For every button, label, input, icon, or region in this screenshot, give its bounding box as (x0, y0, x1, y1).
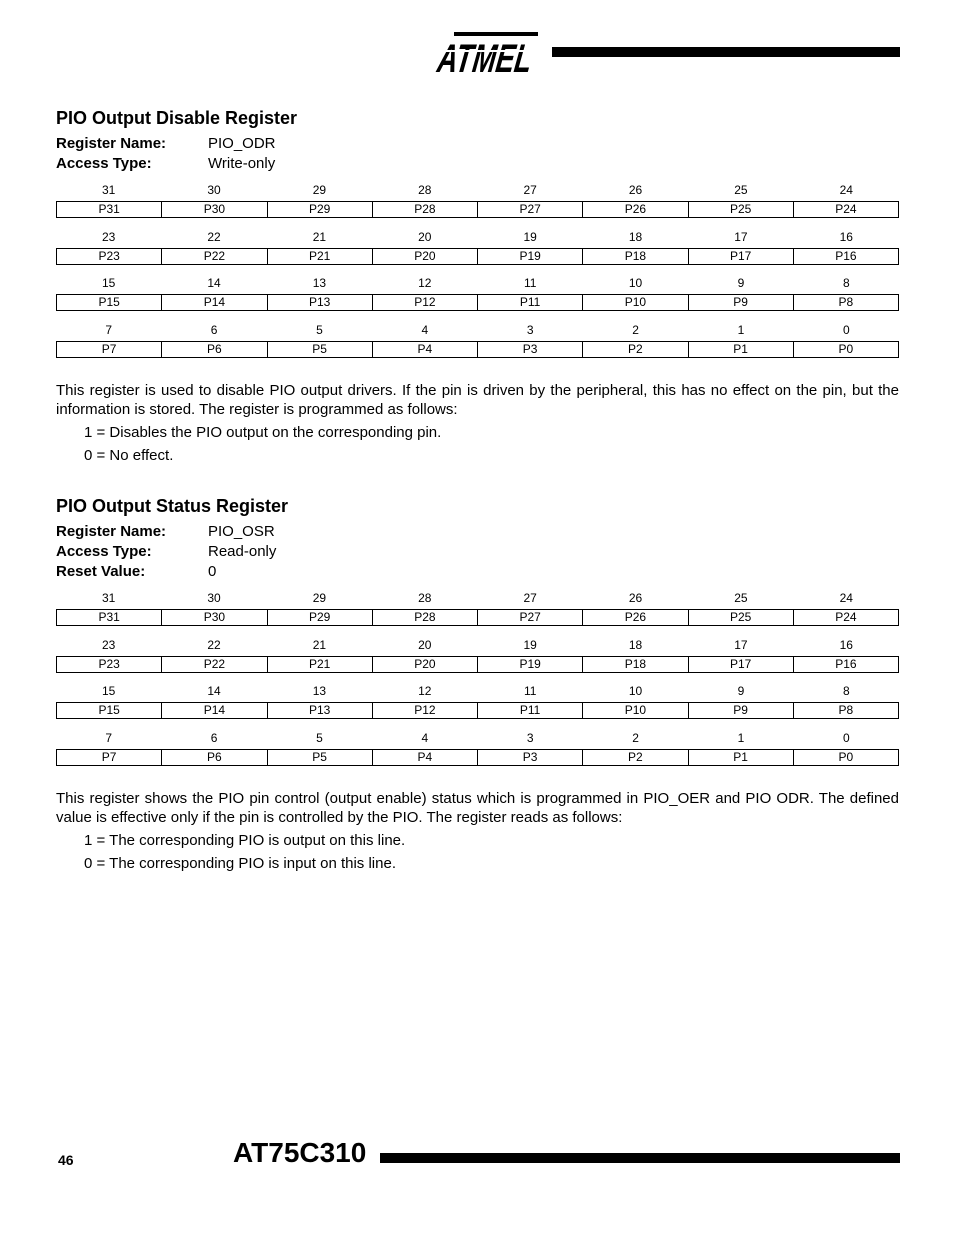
meta-row (56, 134, 899, 154)
bit-number: 26 (628, 591, 643, 605)
bit-number: 15 (102, 276, 116, 290)
bit-number: 10 (628, 684, 643, 698)
meta-value: PIO_OSR (208, 523, 275, 540)
bit-cells (56, 702, 899, 719)
bit-cell: P0 (793, 342, 898, 357)
bit-numbers (56, 638, 899, 656)
bit-cell: P28 (372, 202, 477, 217)
bit-number: 31 (102, 591, 116, 605)
bit-number: 1 (737, 322, 745, 337)
bit-cells (56, 248, 899, 265)
bit-cell: P23 (98, 248, 120, 263)
bit-number: 29 (312, 591, 327, 605)
bit-row-group (56, 591, 899, 638)
bit-number: 2 (632, 322, 639, 337)
section-title: PIO Output Disable Register (56, 108, 298, 128)
meta-row (56, 562, 899, 582)
bit-cell: P19 (477, 657, 582, 672)
bit-number: 16 (839, 637, 853, 652)
bit-cell: P13 (267, 295, 372, 310)
bit-cell: P14 (161, 295, 266, 310)
bit-cells (56, 201, 899, 218)
bit-cell: P7 (101, 749, 117, 764)
bit-number: 4 (421, 322, 429, 337)
bit-numbers (56, 684, 899, 702)
bit-cell: P1 (688, 342, 793, 357)
bit-number: 23 (102, 229, 116, 244)
bit-cell: P20 (372, 249, 477, 264)
bit-number: 6 (210, 322, 218, 337)
bit-number: 17 (734, 637, 748, 652)
bit-number: 8 (842, 684, 850, 698)
bit-number: 26 (628, 183, 643, 197)
bit-numbers (56, 591, 899, 609)
bit-number: 29 (312, 183, 327, 197)
meta-label: Reset Value: (56, 563, 146, 580)
bit-cell: P30 (161, 610, 266, 625)
bit-number: 24 (839, 183, 853, 197)
bit-cell: P2 (582, 342, 687, 357)
bit-cell: P3 (477, 750, 582, 765)
atmel-logo (434, 30, 576, 81)
bit-number: 18 (628, 229, 643, 244)
bit-cell: P18 (582, 657, 687, 672)
page-number: 46 (58, 1152, 74, 1168)
bit-number: 12 (418, 276, 432, 290)
bit-number: 4 (421, 730, 429, 745)
bit-number: 22 (207, 637, 221, 652)
bit-number: 23 (102, 637, 116, 652)
description-text: This register shows the PIO pin control (output enable) status which is programmed in PIO_OER and PIO ODR. The defined value is effective only if the pin is controlled by the PIO. The register reads as follows: (56, 790, 899, 826)
bit-cell: P11 (477, 295, 582, 310)
bit-number: 6 (210, 730, 218, 745)
bit-cell: P4 (372, 342, 477, 357)
bit-number: 11 (523, 276, 537, 290)
bit-number: 1 (737, 730, 745, 745)
bit-cell: P8 (793, 295, 898, 310)
bit-cell: P2 (582, 750, 687, 765)
bit-number: 8 (842, 276, 850, 290)
bit-numbers (56, 323, 899, 341)
bit-number: 19 (523, 637, 537, 652)
meta-label: Register Name: (56, 523, 167, 540)
bit-number: 30 (207, 183, 221, 197)
bit-cell: P27 (477, 610, 582, 625)
bit-cell: P22 (161, 249, 266, 264)
bit-cell: P21 (267, 249, 372, 264)
bit-cell: P18 (582, 249, 687, 264)
bit-cell: P20 (372, 657, 477, 672)
bit-row-group (56, 731, 899, 778)
bit-row-group (56, 183, 899, 230)
bit-number: 22 (207, 229, 221, 244)
bit-cell: P1 (688, 750, 793, 765)
bit-cell: P8 (793, 703, 898, 718)
bit-cell: P3 (477, 342, 582, 357)
bit-number: 9 (737, 276, 745, 290)
bit-cell: P29 (267, 610, 372, 625)
bit-number: 19 (523, 229, 537, 244)
bit-row-group (56, 276, 899, 323)
register-description (56, 381, 899, 465)
bit-number: 3 (526, 730, 534, 745)
register-meta (56, 522, 899, 582)
bit-number: 20 (418, 229, 432, 244)
bit-number: 11 (523, 684, 537, 698)
bit-number: 0 (842, 322, 850, 337)
bit-number: 15 (102, 684, 116, 698)
bit-number: 14 (207, 276, 221, 290)
bit-cell: P23 (98, 656, 120, 671)
bit-cell: P10 (582, 703, 687, 718)
register-meta (56, 134, 899, 174)
meta-value: PIO_ODR (208, 135, 276, 152)
bit-numbers (56, 183, 899, 201)
register-bit-table (56, 591, 899, 777)
bit-number: 27 (523, 591, 537, 605)
bit-number: 30 (207, 591, 221, 605)
bit-cell: P4 (372, 750, 477, 765)
bit-number: 7 (105, 730, 113, 745)
bit-cell: P24 (793, 202, 898, 217)
bit-number: 9 (737, 684, 745, 698)
bit-cell: P28 (372, 610, 477, 625)
bit-cell: P0 (793, 750, 898, 765)
bit-cell: P14 (161, 703, 266, 718)
bit-number: 5 (316, 730, 323, 745)
description-item: 1 = The corresponding PIO is output on this line. (84, 832, 406, 849)
bit-cell: P13 (267, 703, 372, 718)
bit-numbers (56, 731, 899, 749)
bit-cell: P31 (98, 202, 120, 216)
meta-row (56, 154, 899, 174)
bit-cell: P15 (98, 295, 120, 309)
bit-cells (56, 341, 899, 358)
bit-cell: P11 (477, 703, 582, 718)
bit-number: 10 (628, 276, 643, 290)
bit-cell: P6 (161, 342, 266, 357)
meta-row (56, 522, 899, 542)
meta-label: Access Type: (56, 543, 152, 560)
bit-number: 17 (734, 229, 748, 244)
bit-cells (56, 656, 899, 673)
bit-number: 28 (418, 183, 432, 197)
bit-cell: P24 (793, 610, 898, 625)
bit-number: 18 (628, 637, 643, 652)
bit-cell: P10 (582, 295, 687, 310)
bit-row-group (56, 684, 899, 731)
bit-cell: P17 (688, 657, 793, 672)
footer-rule (380, 1153, 900, 1163)
bit-cell: P7 (101, 341, 117, 356)
bit-number: 27 (523, 183, 537, 197)
bit-number: 21 (312, 637, 327, 652)
description-item: 0 = No effect. (84, 447, 174, 464)
bit-number: 2 (632, 730, 639, 745)
bit-cell: P15 (98, 703, 120, 717)
bit-number: 24 (839, 591, 853, 605)
bit-number: 25 (734, 591, 748, 605)
bit-cell: P16 (793, 249, 898, 264)
header-rule (552, 47, 900, 57)
bit-cell: P22 (161, 657, 266, 672)
register-description (56, 789, 899, 873)
pio-odr-section (56, 107, 899, 465)
bit-number: 3 (526, 322, 534, 337)
bit-cell: P5 (267, 342, 372, 357)
bit-cell: P6 (161, 750, 266, 765)
meta-label: Register Name: (56, 135, 167, 152)
register-bit-table (56, 183, 899, 369)
bit-number: 28 (418, 591, 432, 605)
bit-number: 14 (207, 684, 221, 698)
bit-row-group (56, 323, 899, 370)
bit-cell: P25 (688, 202, 793, 217)
bit-cell: P9 (688, 295, 793, 310)
bit-cell: P9 (688, 703, 793, 718)
bit-number: 5 (316, 322, 323, 337)
description-text: This register is used to disable PIO output drivers. If the pin is driven by the peripheral, this has no effect on the pin, but the information is stored. The register is programmed as follows: (56, 382, 899, 418)
bit-cell: P26 (582, 610, 687, 625)
bit-cells (56, 749, 899, 766)
bit-number: 0 (842, 730, 850, 745)
bit-number: 13 (312, 684, 327, 698)
pio-osr-section (56, 495, 899, 873)
meta-value: 0 (208, 563, 217, 580)
bit-cell: P19 (477, 249, 582, 264)
bit-number: 25 (734, 183, 748, 197)
bit-number: 12 (418, 684, 432, 698)
meta-value: Read-only (208, 543, 277, 560)
bit-cell: P16 (793, 657, 898, 672)
bit-cell: P30 (161, 202, 266, 217)
bit-cell: P21 (267, 657, 372, 672)
bit-cell: P31 (98, 610, 120, 624)
document-title: AT75C310 (233, 1137, 367, 1168)
meta-label: Access Type: (56, 155, 152, 172)
bit-number: 16 (839, 229, 853, 244)
bit-number: 31 (102, 183, 116, 197)
bit-cells (56, 294, 899, 311)
bit-cell: P12 (372, 295, 477, 310)
bit-number: 13 (312, 276, 327, 290)
bit-cell: P26 (582, 202, 687, 217)
bit-row-group (56, 230, 899, 277)
bit-cells (56, 609, 899, 626)
bit-cell: P12 (372, 703, 477, 718)
bit-numbers (56, 230, 899, 248)
bit-number: 21 (312, 229, 327, 244)
section-title: PIO Output Status Register (56, 496, 289, 516)
bit-number: 20 (418, 637, 432, 652)
bit-cell: P27 (477, 202, 582, 217)
bit-numbers (56, 276, 899, 294)
bit-cell: P17 (688, 249, 793, 264)
description-item: 1 = Disables the PIO output on the corresponding pin. (84, 424, 442, 441)
bit-number: 7 (105, 322, 113, 337)
bit-cell: P25 (688, 610, 793, 625)
description-item: 0 = The corresponding PIO is input on this line. (84, 855, 396, 872)
bit-cell: P29 (267, 202, 372, 217)
meta-row (56, 542, 899, 562)
bit-row-group (56, 638, 899, 685)
svg-text:ATMEL: ATMEL (434, 36, 576, 81)
bit-cell: P5 (267, 750, 372, 765)
meta-value: Write-only (208, 155, 276, 172)
